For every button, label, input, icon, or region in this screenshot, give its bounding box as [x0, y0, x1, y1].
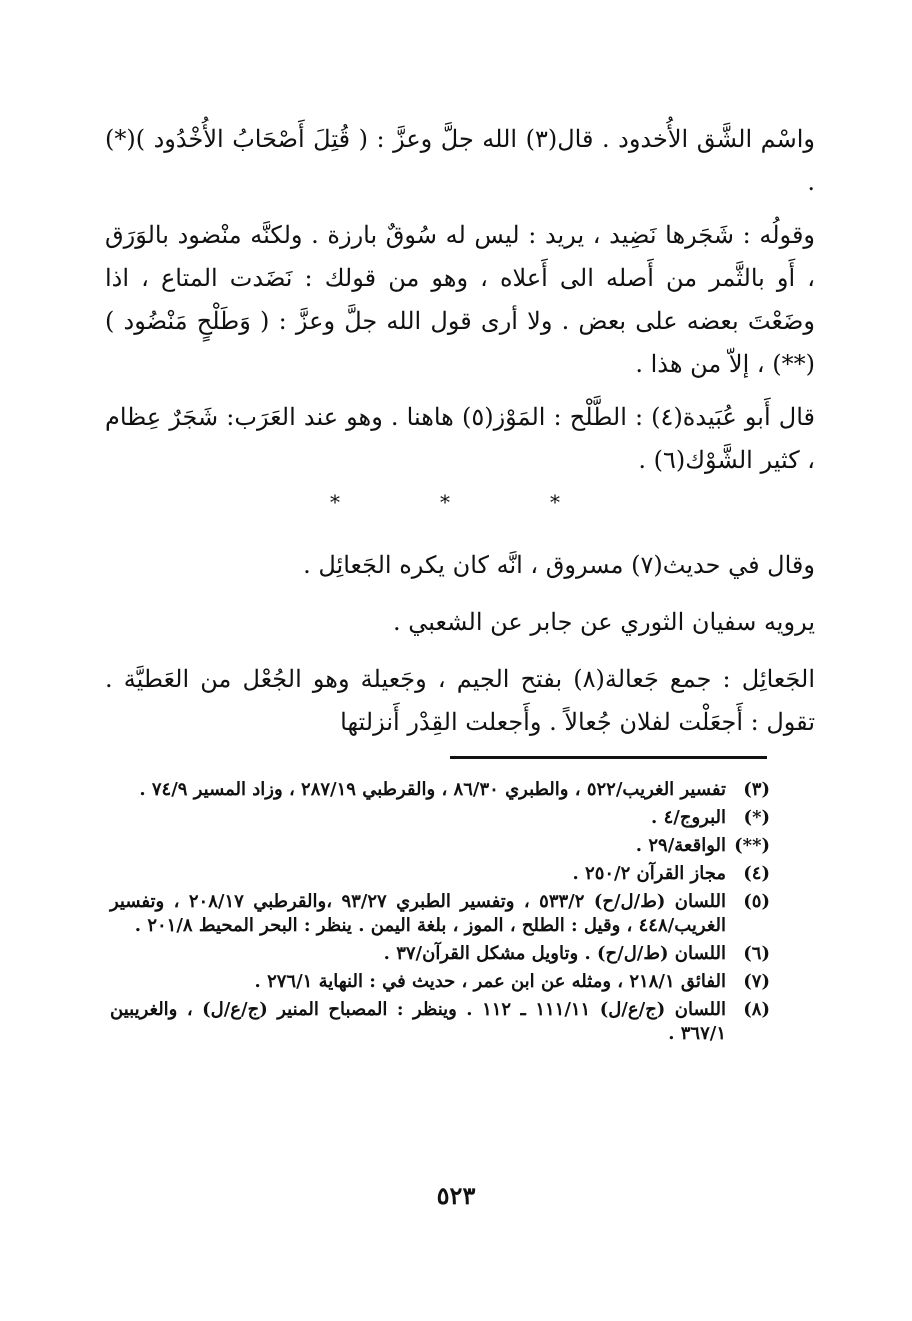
footnote: [110, 778, 770, 802]
footnote-number: (٨): [743, 999, 770, 1020]
footnote-text: الواقعة/٢٩ .: [635, 835, 726, 856]
footnote-text: تفسير الغريب/٥٢٢ ، والطبري ٨٦/٣٠ ، والقرطبي ٢٨٧/١٩ ، وزاد المسير ٧٤/٩ .: [139, 779, 726, 800]
footnote-text: البروج/٤ .: [651, 807, 726, 828]
main-text-upper: [105, 118, 815, 482]
footnote-text: الفائق ٢١٨/١ ، ومثله عن ابن عمر ، حديث في : النهاية ٢٧٦/١ .: [254, 971, 726, 992]
footnote-number: (٣): [743, 779, 770, 800]
footnote-number: (*): [743, 807, 770, 828]
footnote: [110, 806, 770, 830]
footnote-number: (٦): [743, 943, 770, 964]
footnote-number: (٧): [743, 971, 770, 992]
footnote-text: مجاز القرآن ٢٥٠/٢ .: [572, 863, 726, 884]
footnotes: [110, 778, 770, 1050]
footnote: [110, 942, 770, 966]
footnote: [110, 862, 770, 886]
footnote-text: اللسان (ج/ع/ل) ١١١/١١ ـ ١١٢ . وينظر : المصباح المنير (ج/ع/ل) ، والغريبين ٣٦٧/١ .: [110, 999, 727, 1044]
footnote: [110, 834, 770, 858]
footnote-number: (**): [734, 835, 770, 856]
paragraph: واسْم الشَّق الأُخدود . قال(٣) الله جلَّ وعزَّ : ( قُتِلَ أَصْحَابُ الأُخْدُود )(*) .: [105, 125, 815, 196]
star-icon: *: [550, 490, 560, 514]
footnote: [110, 970, 770, 994]
footnote-number: (٤): [743, 863, 770, 884]
footnote-number: (٥): [743, 891, 770, 912]
paragraph: وقولُه : شَجَرها نَضِيد ، يريد : ليس له سُوقٌ بارزة . ولكنَّه منْضود بالوَرَق ، أَو بالثَّمر من أَصله الى أَعلاه ، وهو من قولك : نَضَدت المتاع ، اذا وضَعْتَ بعضه على بعض . ولا أرى قول الله جلَّ وعزَّ : ( وَطَلْحٍ مَنْضُود )(**) ، إلاّ من هذا .: [105, 221, 815, 378]
footnote-text: اللسان (ط/ل/ح) ٥٣٣/٢ ، وتفسير الطبري ٩٣/٢٧ ،والقرطبي ٢٠٨/١٧ ، وتفسير الغريب/٤٤٨ ، وقيل : الطلح ، الموز ، بلغة اليمن . ينظر : البحر المحيط ٢٠١/٨ .: [110, 891, 726, 936]
paragraph: وقال في حديث(٧) مسروق ، انَّه كان يكره الجَعائِل .: [303, 551, 815, 579]
section-divider-stars: [330, 492, 560, 512]
footnote: [110, 998, 770, 1046]
footnote: [110, 890, 770, 938]
paragraph: يرويه سفيان الثوري عن جابر عن الشعبي .: [393, 608, 815, 636]
star-icon: *: [440, 490, 450, 514]
page-number: ٥٢٣: [436, 1181, 476, 1210]
star-icon: *: [330, 490, 340, 514]
footnote-separator: [450, 756, 767, 759]
footnote-text: اللسان (ط/ل/ح) . وتاويل مشكل القرآن/٣٧ .: [383, 943, 726, 964]
paragraph: الجَعائِل : جمع جَعالة(٨) بفتح الجيم ، وجَعيلة وهو الجُعْل من العَطيَّة . تقول : أَجعَلْت لفلان جُعالاً . وأَجعلت القِدْر أَنزلتها: [105, 665, 815, 736]
paragraph: قال أَبو عُبَيدة(٤) : الطَّلْح : المَوْز(٥) هاهنا . وهو عند العَرَب: شَجَرٌ عِظام ، كثير الشَّوْك(٦) .: [105, 403, 815, 474]
main-text-lower: [105, 544, 815, 758]
